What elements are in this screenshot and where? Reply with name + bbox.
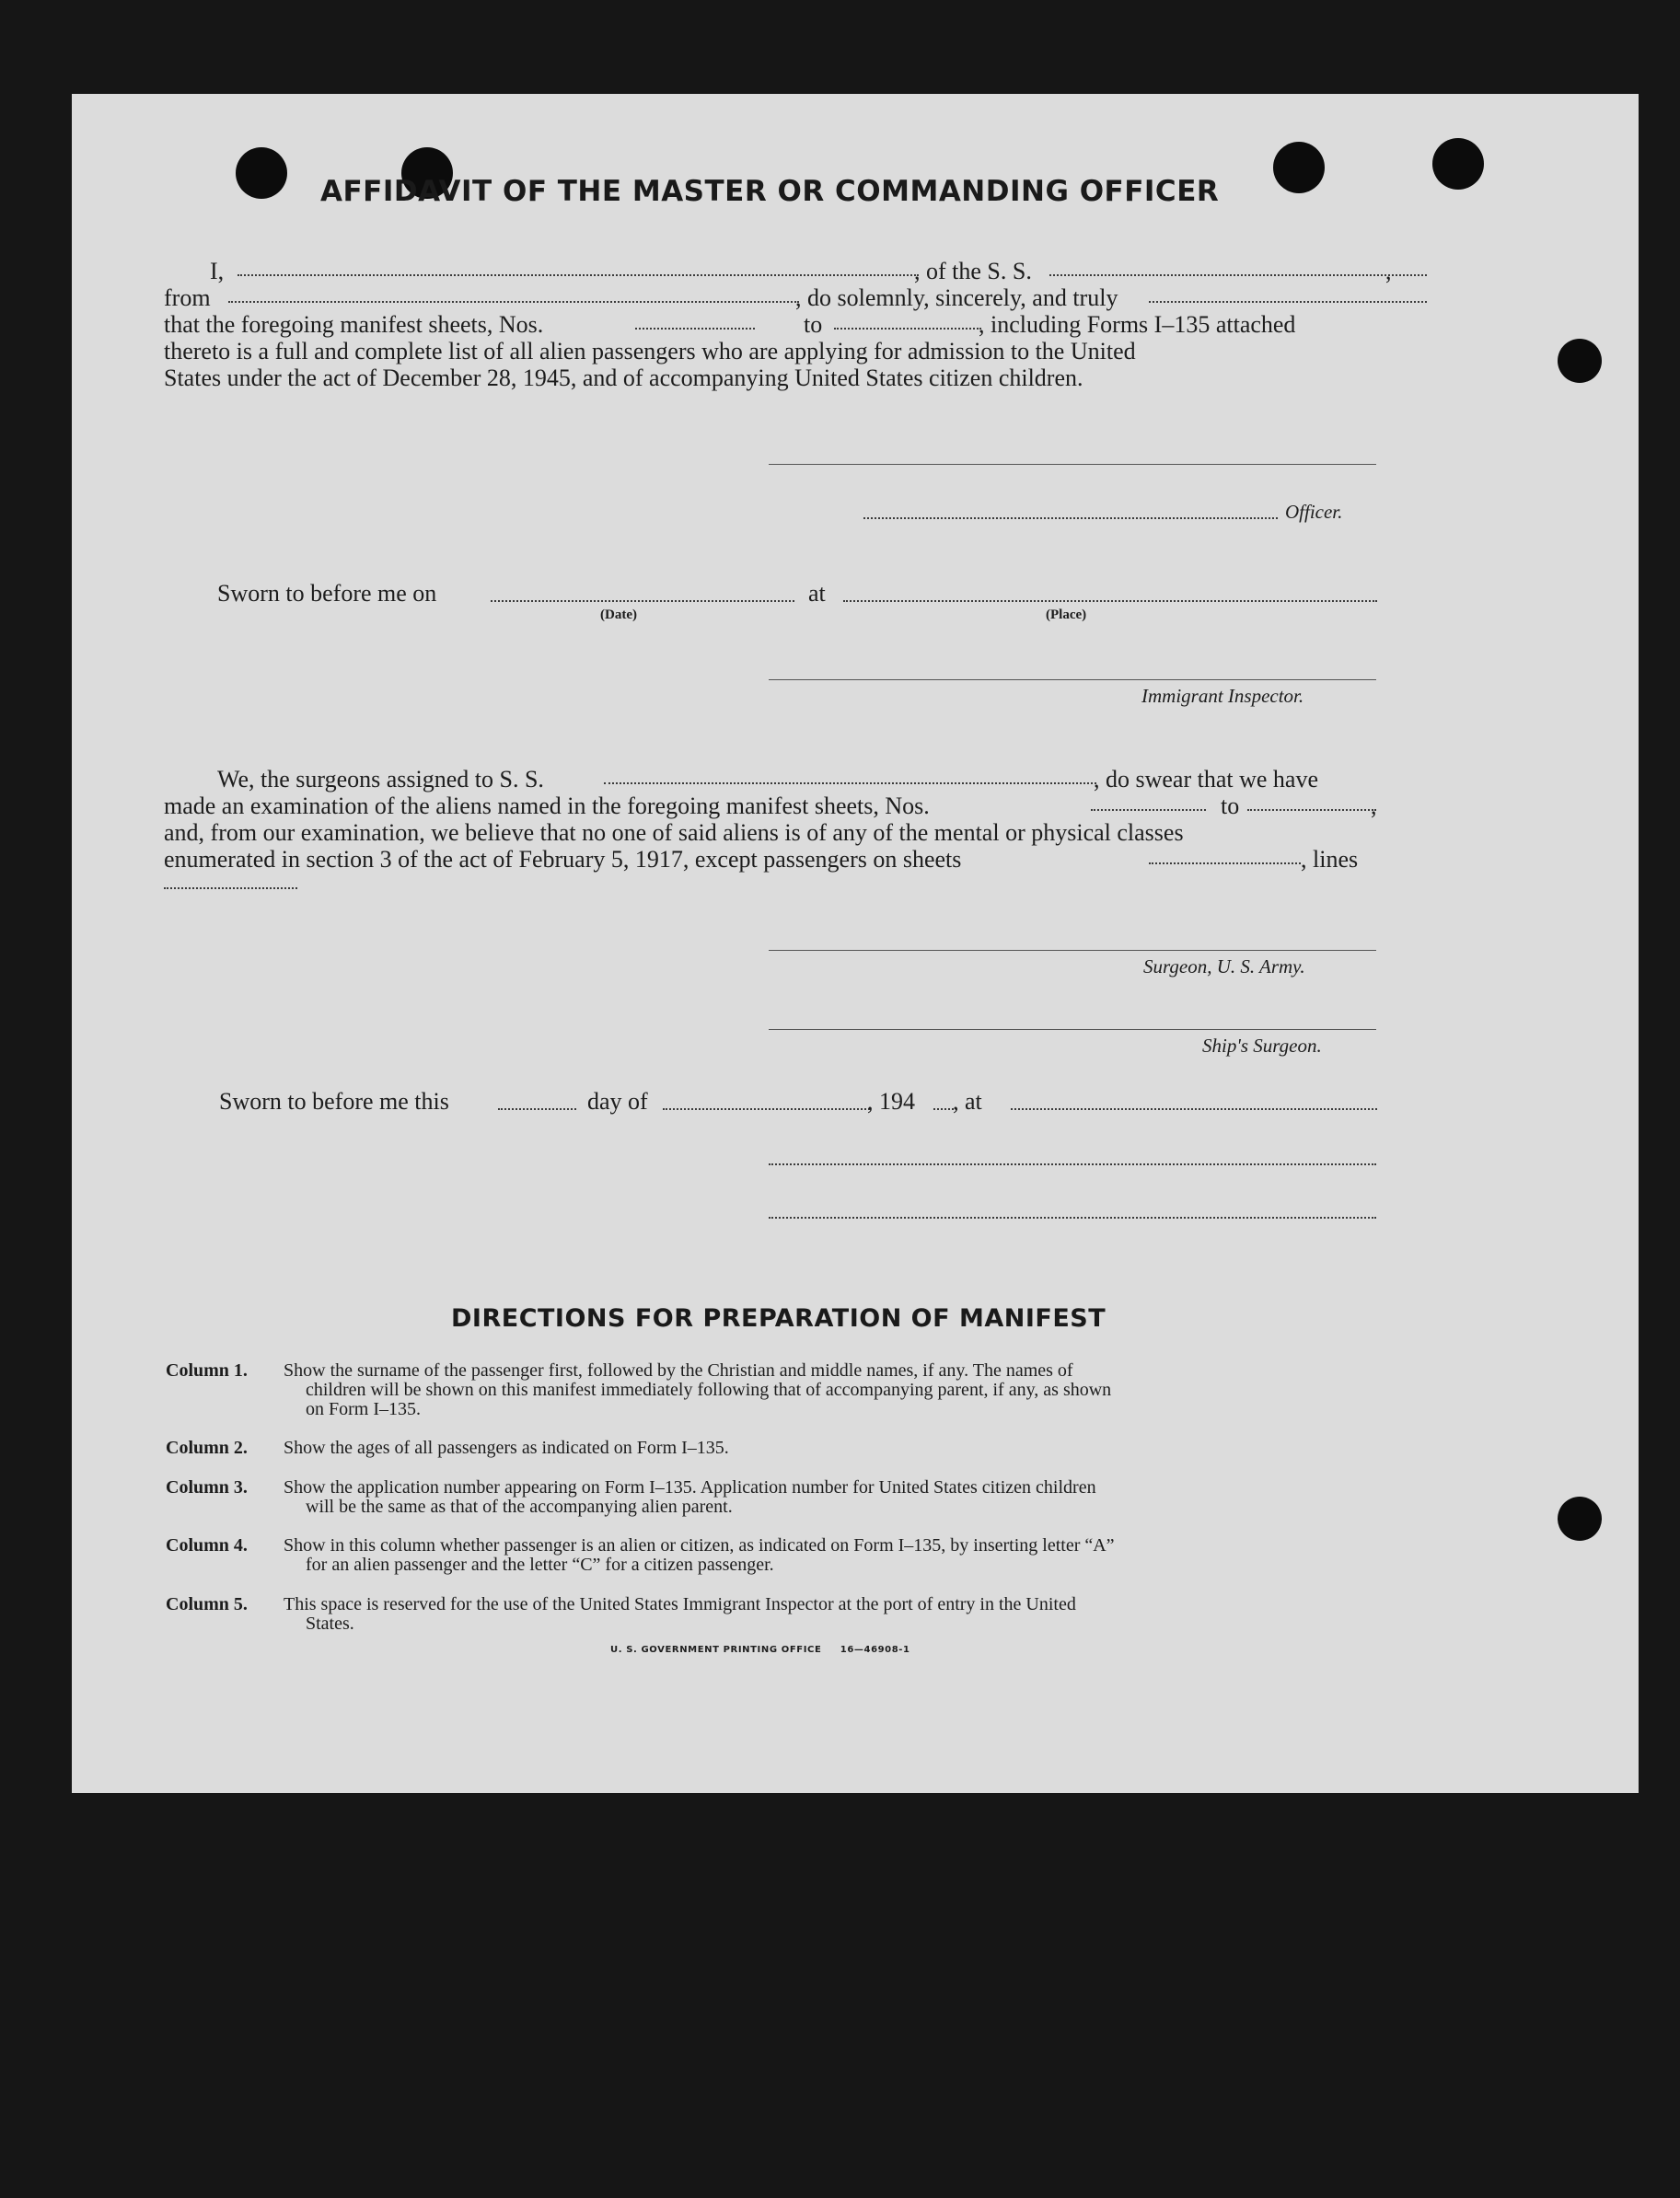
place-caption: (Place) <box>1046 607 1087 622</box>
direction-text: for an alien passenger and the letter “C” for a citizen passenger. <box>306 1555 774 1575</box>
affidavit-line3-a: that the foregoing manifest sheets, Nos. <box>164 311 544 338</box>
surgeons-line2-a: made an examination of the aliens named in the foregoing manifest sheets, Nos. <box>164 792 930 819</box>
truly-field[interactable] <box>1149 301 1427 303</box>
year-label: , 194 <box>867 1088 915 1115</box>
date-caption: (Date) <box>600 607 637 622</box>
sworn-this-place-field[interactable] <box>1011 1108 1377 1110</box>
sheets-from-field[interactable] <box>635 328 755 330</box>
punch-hole <box>236 147 287 199</box>
surgeons-line2-to: to <box>1221 792 1240 819</box>
direction-text: Show the ages of all passengers as indicated on Form I–135. <box>284 1438 729 1458</box>
punch-hole <box>1558 1497 1602 1541</box>
affidavit-line2-mid: , do solemnly, sincerely, and truly <box>795 284 1118 311</box>
printing-office-imprint: U. S. GOVERNMENT PRINTING OFFICE 16—46908-1 <box>610 1645 910 1655</box>
affidavit-line5: States under the act of December 28, 1945, and of accompanying United States citizen children. <box>164 364 1083 391</box>
army-surgeon-label: Surgeon, U. S. Army. <box>1143 955 1305 978</box>
affidavit-title: AFFIDAVIT OF THE MASTER OR COMMANDING OFFICER <box>320 175 1220 208</box>
direction-text: on Form I–135. <box>306 1399 421 1419</box>
direction-text: States. <box>306 1614 354 1634</box>
direction-text: Show the surname of the passenger first, followed by the Christian and middle names, if any. The names of <box>284 1360 1073 1381</box>
direction-label: Column 1. <box>166 1360 248 1381</box>
ship-surgeon-signature-line[interactable] <box>769 1029 1376 1030</box>
year-at-label: , at <box>953 1088 982 1115</box>
direction-label: Column 5. <box>166 1594 248 1614</box>
sworn-place-field[interactable] <box>843 600 1377 602</box>
surgeons-sheets-from-field[interactable] <box>1091 809 1206 811</box>
from-field[interactable] <box>228 301 799 303</box>
officer-signature-field[interactable] <box>863 517 1278 519</box>
affidavit-line2-from: from <box>164 284 211 311</box>
punch-hole <box>1432 138 1484 190</box>
direction-text: This space is reserved for the use of the United States Immigrant Inspector at the port of entry in the United <box>284 1594 1076 1614</box>
sworn-day-field[interactable] <box>498 1108 576 1110</box>
affidavit-line1-i: I, <box>210 258 225 284</box>
direction-text: Show the application number appearing on Form I–135. Application number for United States citizen children <box>284 1477 1096 1498</box>
direction-text: will be the same as that of the accompanying alien parent. <box>306 1497 733 1517</box>
ship-surgeon-label: Ship's Surgeon. <box>1202 1035 1322 1057</box>
punch-hole <box>1273 142 1325 193</box>
sworn-this-label: Sworn to before me this <box>219 1088 449 1115</box>
affidavit-line3-b: , including Forms I–135 attached <box>979 311 1296 338</box>
army-surgeon-signature-line[interactable] <box>769 950 1376 951</box>
signature-line[interactable] <box>769 464 1376 465</box>
surgeons-line1-a: We, the surgeons assigned to S. S. <box>217 766 544 792</box>
direction-text: children will be shown on this manifest immediately following that of accompanying parent, if any, as shown <box>306 1380 1112 1400</box>
direction-label: Column 3. <box>166 1477 248 1498</box>
signature-field[interactable] <box>769 1163 1376 1165</box>
form-page <box>72 94 1639 1793</box>
sworn-date-field[interactable] <box>491 600 794 602</box>
affidavit-line1-end: , <box>1385 258 1392 284</box>
inspector-signature-line[interactable] <box>769 679 1376 680</box>
directions-title: DIRECTIONS FOR PREPARATION OF MANIFEST <box>451 1304 1106 1333</box>
surgeons-line3: and, from our examination, we believe that no one of said aliens is of any of the mental or physical classes <box>164 819 1184 846</box>
sworn-on-label: Sworn to before me on <box>217 580 437 607</box>
officer-label: Officer. <box>1285 501 1343 523</box>
surgeons-line4-a: enumerated in section 3 of the act of February 5, 1917, except passengers on sheets <box>164 846 962 873</box>
except-sheets-field[interactable] <box>1149 862 1301 864</box>
direction-label: Column 4. <box>166 1535 248 1556</box>
sworn-at-label: at <box>808 580 826 607</box>
day-of-label: day of <box>587 1088 648 1115</box>
surgeons-ship-field[interactable] <box>604 782 1096 784</box>
surgeons-line1-b: , do swear that we have <box>1094 766 1319 792</box>
surgeons-line2-end: , <box>1371 792 1377 819</box>
signature-field[interactable] <box>769 1217 1376 1219</box>
inspector-label: Immigrant Inspector. <box>1141 685 1304 707</box>
affidavit-line1-ss: , of the S. S. <box>914 258 1032 284</box>
direction-text: Show in this column whether passenger is an alien or citizen, as indicated on Form I–135, by inserting letter “A” <box>284 1535 1115 1556</box>
surgeons-sheets-to-field[interactable] <box>1247 809 1376 811</box>
except-lines-field[interactable] <box>164 887 297 889</box>
punch-hole <box>1558 339 1602 383</box>
ship-name-field[interactable] <box>1049 274 1427 276</box>
surgeons-line4-b: , lines <box>1301 846 1359 873</box>
sheets-to-field[interactable] <box>834 328 981 330</box>
sworn-month-field[interactable] <box>663 1108 870 1110</box>
affidavit-line4: thereto is a full and complete list of all alien passengers who are applying for admission to the United <box>164 338 1136 364</box>
affidavit-line3-to: to <box>804 311 823 338</box>
name-field[interactable] <box>238 274 919 276</box>
direction-label: Column 2. <box>166 1438 248 1458</box>
